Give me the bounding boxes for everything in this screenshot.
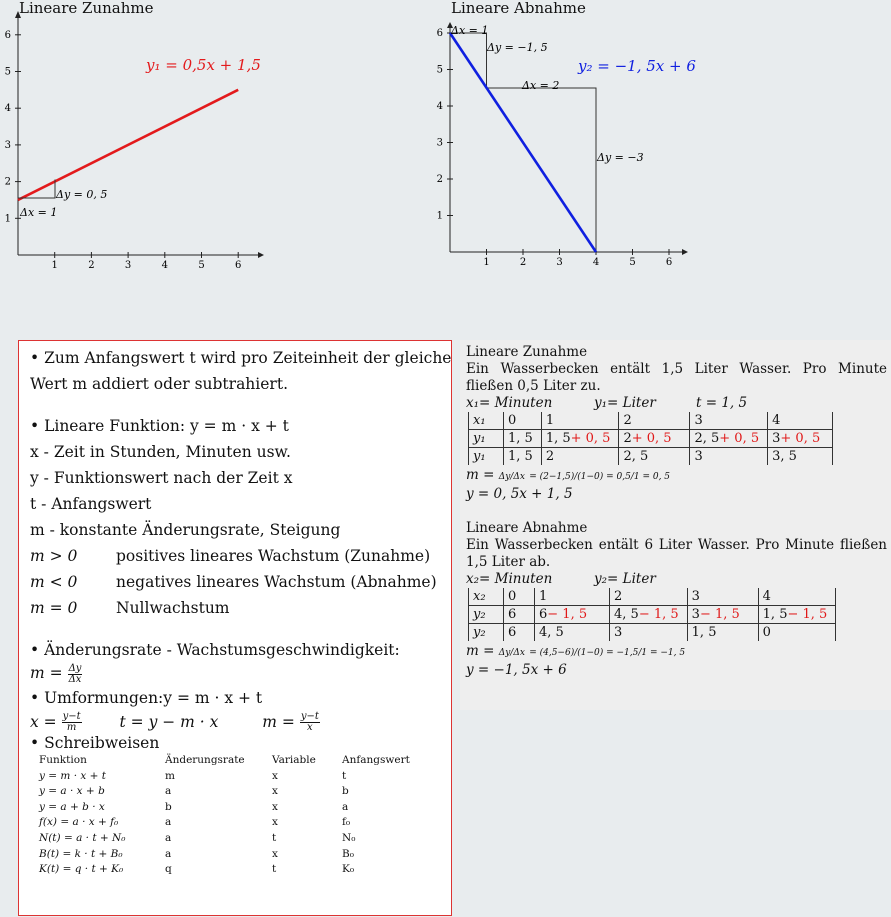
case-cond: m < 0 xyxy=(30,573,78,591)
examples-panel xyxy=(460,340,891,710)
cell-increment: + 0, 5 xyxy=(780,431,821,446)
table-cell: y₁ xyxy=(469,448,504,466)
table-cell: 4 xyxy=(758,588,836,606)
den: Δx xyxy=(68,673,82,685)
x-description: x - Zeit in Stunden, Minuten usw. xyxy=(30,443,291,461)
case-cond: m > 0 xyxy=(30,547,78,565)
table-cell xyxy=(768,430,833,448)
y-tick-label: 6 xyxy=(4,29,11,41)
case-zero xyxy=(30,595,441,621)
table-cell: B₀ xyxy=(342,847,354,860)
num: y−t xyxy=(300,711,319,722)
table-cell: 2, 5 xyxy=(619,448,690,466)
table-cell: 2 xyxy=(619,412,690,430)
ex1-title: Lineare Zunahme xyxy=(466,344,588,360)
y-axis-arrow xyxy=(15,11,21,18)
table-cell: K(t) = q · t + K₀ xyxy=(39,863,124,876)
x-tick-label: 6 xyxy=(235,260,242,271)
cell-increment: − 1, 5 xyxy=(699,607,740,622)
case-positive xyxy=(30,543,441,569)
table-cell: 3 xyxy=(610,624,688,642)
table-cell: t xyxy=(272,831,277,844)
table-cell: 2 xyxy=(541,448,619,466)
ex2-text: Ein Wasserbecken entält 6 Liter Wasser. Pro Minute fließen 1,5 Liter ab. xyxy=(466,537,887,570)
table-cell: a xyxy=(165,785,172,798)
t-eq: t = y − m · x xyxy=(119,712,219,731)
rate-heading: • Änderungsrate - Wachstumsgeschwindigkeit: xyxy=(30,641,400,659)
table-cell: 0 xyxy=(758,624,836,642)
ex1-text: Ein Wasserbecken entält 1,5 Liter Wasser. Pro Minute fließen 0,5 Liter zu. xyxy=(466,361,887,394)
table-cell xyxy=(690,430,768,448)
table-cell: f(x) = a · x + f₀ xyxy=(39,816,119,829)
y-tick-label: 6 xyxy=(436,28,443,39)
m-description: m - konstante Änderungsrate, Steigung xyxy=(30,521,341,539)
table-cell xyxy=(469,430,504,448)
ex1-value-table xyxy=(468,412,833,465)
x-tick-label: 3 xyxy=(124,260,132,271)
header-cell: Anfangswert xyxy=(342,754,410,766)
table-row xyxy=(39,769,410,785)
t-description: t - Anfangswert xyxy=(30,495,152,513)
x-eq: x = xyxy=(30,712,57,731)
table-row xyxy=(469,606,836,624)
slope-triangle xyxy=(18,180,55,199)
cell-value: 3 xyxy=(772,431,781,446)
y-tick-label: 3 xyxy=(4,139,11,151)
case-cond: m = 0 xyxy=(30,599,78,617)
table-cell: 1 xyxy=(541,412,619,430)
table-cell xyxy=(619,430,690,448)
cell-value: 4, 5 xyxy=(614,607,639,622)
table-cell: a xyxy=(165,847,172,860)
table-cell: 3 xyxy=(690,412,768,430)
equation-y2: y₂ = −1, 5x + 6 xyxy=(578,57,696,75)
intro-line-1: • Zum Anfangswert t wird pro Zeiteinheit der gleiche xyxy=(30,349,452,367)
den: m xyxy=(66,722,77,733)
header-cell: Änderungsrate xyxy=(165,754,245,766)
table-cell xyxy=(504,606,535,624)
cell-value: y₂ xyxy=(473,607,486,622)
table-cell xyxy=(758,606,836,624)
notations-header-row xyxy=(39,753,410,769)
y-description: y - Funktionswert nach der Zeit x xyxy=(30,469,293,487)
equation-y1: y₁ = 0,5x + 1,5 xyxy=(146,56,261,74)
cell-increment: − 1, 5 xyxy=(638,607,679,622)
y-tick-label: 4 xyxy=(4,103,11,115)
table-cell: x xyxy=(272,816,278,829)
ex1-result: y = 0, 5x + 1, 5 xyxy=(466,486,573,502)
chart-linear-decrease xyxy=(432,0,732,280)
dx-label: Δx = 1 xyxy=(20,206,58,219)
table-cell: f₀ xyxy=(342,816,351,829)
y-tick-label: 2 xyxy=(4,176,11,188)
cell-increment: + 0, 5 xyxy=(719,431,760,446)
dy2-label: Δy = −3 xyxy=(597,151,644,164)
case-text: Nullwachstum xyxy=(116,599,230,617)
cell-value: 3 xyxy=(691,607,700,622)
x-tick-label: 4 xyxy=(161,260,168,271)
ex2-slope xyxy=(466,643,891,662)
y-tick-label: 1 xyxy=(4,213,11,225)
table-cell: 3 xyxy=(690,448,768,466)
den: x xyxy=(307,722,313,733)
table-row xyxy=(39,815,410,831)
table-cell: K₀ xyxy=(342,863,355,876)
table-row xyxy=(469,588,836,606)
x-tick-label: 4 xyxy=(592,257,600,268)
var: x₁= Minuten xyxy=(466,395,553,411)
ex1-slope xyxy=(466,467,891,486)
y-tick-label: 2 xyxy=(436,174,443,185)
cell-value: 1, 5 xyxy=(762,607,788,622)
chart-linear-increase xyxy=(0,0,300,280)
slope-a: m = xyxy=(466,467,495,483)
table-cell: x xyxy=(272,800,278,813)
cell-value: 1, 5 xyxy=(545,431,571,446)
case-text: positives lineares Wachstum (Zunahme) xyxy=(116,547,431,565)
ex2-title: Lineare Abnahme xyxy=(466,520,588,536)
var: y₂= Liter xyxy=(594,571,656,587)
num: Δy xyxy=(68,662,82,674)
y-tick-label: 5 xyxy=(436,64,443,76)
table-cell: y = a · x + b xyxy=(39,785,105,798)
table-cell: 6 xyxy=(504,624,535,642)
cell-value: 6 xyxy=(539,607,548,622)
header-cell: Funktion xyxy=(39,754,87,766)
header-cell: Variable xyxy=(272,754,316,766)
var: t = 1, 5 xyxy=(696,395,748,411)
table-cell: y₂ xyxy=(469,624,504,642)
table-cell: t xyxy=(272,863,277,876)
table-row xyxy=(39,831,410,847)
var: x₂= Minuten xyxy=(466,571,553,587)
table-cell: x₂ xyxy=(469,588,504,606)
y-tick-label: 5 xyxy=(4,66,11,78)
table-cell: b xyxy=(342,785,349,798)
ex1-vars xyxy=(466,395,891,412)
m2-eq: m = xyxy=(262,712,295,731)
line-y1 xyxy=(18,90,238,200)
table-cell: b xyxy=(165,800,172,813)
transformations xyxy=(30,711,441,734)
cell-increment: + 0, 5 xyxy=(631,431,672,446)
slope-b: Δy/Δx xyxy=(498,472,525,482)
rate-formula xyxy=(30,663,441,685)
table-row xyxy=(469,624,836,642)
y-tick-label: 3 xyxy=(436,137,443,149)
table-cell xyxy=(535,606,610,624)
table-cell: a xyxy=(165,816,172,829)
chart1-title: Lineare Zunahme xyxy=(19,0,154,17)
table-cell xyxy=(504,430,542,448)
table-cell: B(t) = k · t + B₀ xyxy=(39,847,123,860)
table-cell: x xyxy=(272,847,278,860)
table-cell: q xyxy=(165,863,172,876)
table-cell: 1 xyxy=(535,588,610,606)
case-negative xyxy=(30,569,441,595)
table-cell xyxy=(541,430,619,448)
cell-increment: + 0, 5 xyxy=(570,431,611,446)
table-cell xyxy=(687,606,758,624)
table-cell: x xyxy=(272,785,278,798)
table-cell: 1, 5 xyxy=(504,448,542,466)
y-tick-label: 4 xyxy=(436,101,443,112)
cell-value: 1, 5 xyxy=(508,431,533,446)
table-row xyxy=(469,430,833,448)
table-cell: 1, 5 xyxy=(687,624,758,642)
x-tick-label: 5 xyxy=(629,257,636,268)
table-cell: x₁ xyxy=(469,412,504,430)
fraction xyxy=(68,664,83,685)
table-cell: 3 xyxy=(687,588,758,606)
x-axis-arrow xyxy=(682,249,688,255)
theory-box xyxy=(18,340,452,916)
table-row xyxy=(39,784,410,800)
dy1-label: Δy = −1, 5 xyxy=(487,41,548,54)
num: y−t xyxy=(62,711,81,722)
x-tick-label: 1 xyxy=(51,260,58,271)
dx1-label: Δx = 1 xyxy=(451,24,489,37)
table-cell: 4, 5 xyxy=(535,624,610,642)
table-cell: y = a + b · x xyxy=(39,800,105,813)
m-eq: m = xyxy=(30,664,63,682)
slope-b: Δy/Δx xyxy=(498,648,525,658)
fraction xyxy=(300,712,320,733)
table-cell: y = m · x + t xyxy=(39,769,106,782)
table-cell: N(t) = a · t + N₀ xyxy=(39,831,126,844)
cell-value: 6 xyxy=(508,607,517,622)
table-cell: a xyxy=(165,831,172,844)
table-cell: 0 xyxy=(504,412,542,430)
slope-c: = (4,5−6)/(1−0) = −1,5/1 = −1, 5 xyxy=(529,648,686,658)
var: y₁= Liter xyxy=(594,395,656,411)
cell-increment: − 1, 5 xyxy=(547,607,588,622)
linear-function: • Lineare Funktion: y = m · x + t xyxy=(30,417,289,435)
x-tick-label: 2 xyxy=(88,260,95,271)
x-tick-label: 1 xyxy=(483,257,490,268)
transformations-heading: • Umformungen:y = m · x + t xyxy=(30,688,263,707)
line-y2 xyxy=(450,33,596,252)
table-row xyxy=(469,448,833,466)
cell-value: y₁ xyxy=(473,431,486,446)
x-tick-label: 5 xyxy=(198,260,205,271)
dy-label: Δy = 0, 5 xyxy=(56,188,108,201)
x-tick-label: 2 xyxy=(519,257,527,268)
slope-c: = (2−1,5)/(1−0) = 0,5/1 = 0, 5 xyxy=(529,472,671,482)
table-cell: t xyxy=(342,769,347,782)
dx2-label: Δx = 2 xyxy=(522,79,560,92)
cell-increment: − 1, 5 xyxy=(787,607,828,622)
table-row xyxy=(39,847,410,863)
x-tick-label: 3 xyxy=(556,257,563,268)
cell-value: 2, 5 xyxy=(694,431,720,446)
ex2-value-table xyxy=(468,588,836,641)
notations-heading: • Schreibweisen xyxy=(30,734,160,752)
intro-line-2: Wert m addiert oder subtrahiert. xyxy=(30,375,288,393)
table-row xyxy=(39,862,410,878)
fraction xyxy=(62,712,82,733)
table-row xyxy=(469,412,833,430)
y-tick-label: 1 xyxy=(436,210,443,222)
slope-a: m = xyxy=(466,643,495,659)
table-cell: m xyxy=(165,769,175,782)
table-cell: 4 xyxy=(768,412,833,430)
table-cell xyxy=(469,606,504,624)
table-cell: 3, 5 xyxy=(768,448,833,466)
x-tick-label: 6 xyxy=(665,257,673,268)
ex2-vars xyxy=(466,571,891,588)
table-cell: 2 xyxy=(610,588,688,606)
case-text: negatives lineares Wachstum (Abnahme) xyxy=(116,573,437,591)
table-cell xyxy=(610,606,688,624)
chart2-title: Lineare Abnahme xyxy=(451,0,586,17)
table-cell: a xyxy=(342,800,349,813)
table-cell: 0 xyxy=(504,588,535,606)
table-cell: N₀ xyxy=(342,831,356,844)
notations-table xyxy=(39,753,410,878)
table-cell: x xyxy=(272,769,278,782)
cell-value: 2 xyxy=(623,431,632,446)
ex2-result: y = −1, 5x + 6 xyxy=(466,662,567,678)
table-row xyxy=(39,800,410,816)
x-axis-arrow xyxy=(258,252,264,258)
